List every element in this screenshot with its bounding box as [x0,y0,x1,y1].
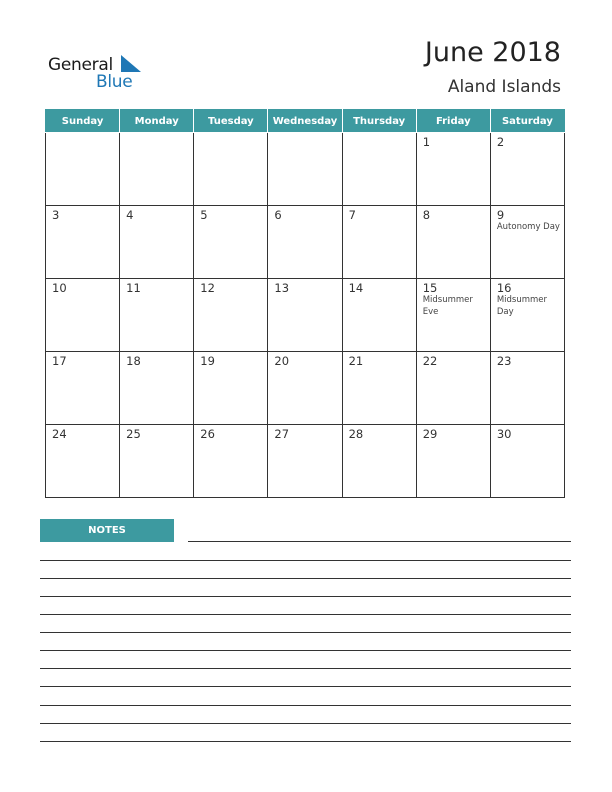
calendar-day-cell [46,133,120,206]
weekday-header: Tuesday [194,110,268,133]
calendar-day-cell [490,279,564,352]
day-number: 1 [422,135,431,149]
logo-text-blue: Blue [96,72,133,92]
calendar-day-cell [416,352,490,425]
logo-text-general: General [48,55,113,75]
page-subtitle: Aland Islands [447,77,561,97]
calendar-day-cell [416,279,490,352]
weekday-header: Saturday [490,110,564,133]
calendar-day-cell [46,425,120,498]
calendar-day-cell [194,352,268,425]
day-number: 26 [200,427,215,441]
notes-line [40,686,571,687]
day-number: 21 [348,354,364,368]
notes-line [188,541,571,542]
notes-line [40,614,571,615]
day-number: 9 [496,208,505,222]
day-number: 15 [422,281,438,295]
day-number: 11 [126,281,141,295]
generalblue-logo [48,52,158,96]
calendar-day-cell [416,425,490,498]
calendar-day-cell [342,352,416,425]
day-number: 18 [126,354,141,368]
calendar-day-cell [268,425,342,498]
calendar-day-cell [490,425,564,498]
calendar-day-cell [342,133,416,206]
day-number: 5 [200,208,208,222]
calendar-day-cell [268,133,342,206]
notes-line [40,741,571,742]
calendar-day-cell [120,352,194,425]
calendar-day-cell [490,206,564,279]
calendar-day-cell [342,206,416,279]
day-number: 28 [348,427,364,441]
day-number: 7 [348,208,356,222]
calendar-day-cell [120,133,194,206]
weekday-header: Monday [120,110,194,133]
day-number: 10 [52,281,67,295]
day-number: 24 [52,427,67,441]
calendar-week-row [46,206,565,279]
calendar-week-row [46,133,565,206]
day-number: 14 [348,281,364,295]
calendar-day-cell [46,352,120,425]
day-number: 22 [422,354,438,368]
calendar-day-cell [194,425,268,498]
calendar-day-cell [46,206,120,279]
calendar-week-row [46,425,565,498]
holiday-label: Midsummer Eve [422,295,473,317]
weekday-header: Thursday [342,110,416,133]
calendar-grid [45,109,565,498]
calendar-day-cell [490,133,564,206]
notes-line [40,578,571,579]
notes-line [40,668,571,669]
day-number: 3 [52,208,60,222]
calendar-day-cell [342,279,416,352]
day-number: 2 [496,135,505,149]
calendar-day-cell [268,352,342,425]
logo-flag-icon [121,55,141,72]
notes-header: NOTES [40,519,174,542]
day-number: 23 [496,354,512,368]
weekday-header-row [46,110,565,133]
day-number: 6 [274,208,282,222]
calendar-day-cell [342,425,416,498]
day-number: 20 [274,354,290,368]
holiday-label: Midsummer Day [496,295,548,317]
calendar-day-cell [194,206,268,279]
calendar-day-cell [416,206,490,279]
calendar-day-cell [194,133,268,206]
weekday-header: Friday [416,110,490,133]
notes-line [40,560,571,561]
calendar-day-cell [416,133,490,206]
calendar-day-cell [268,206,342,279]
day-number: 4 [126,208,134,222]
day-number: 13 [274,281,290,295]
holiday-label: Autonomy Day [496,222,560,232]
notes-line [40,723,571,724]
day-number: 8 [422,208,431,222]
day-number: 30 [496,427,512,441]
day-number: 27 [274,427,290,441]
day-number: 12 [200,281,215,295]
calendar-day-cell [268,279,342,352]
calendar-day-cell [490,352,564,425]
calendar-week-row [46,352,565,425]
calendar-week-row [46,279,565,352]
day-number: 25 [126,427,141,441]
calendar-day-cell [120,279,194,352]
notes-line [40,650,571,651]
calendar-day-cell [194,279,268,352]
day-number: 19 [200,354,215,368]
calendar-day-cell [120,206,194,279]
weekday-header: Sunday [46,110,120,133]
day-number: 16 [496,281,512,295]
notes-line [40,596,571,597]
calendar-day-cell [120,425,194,498]
calendar-day-cell [46,279,120,352]
day-number: 17 [52,354,67,368]
notes-line [40,632,571,633]
page-title: June 2018 [424,37,561,68]
weekday-header: Wednesday [268,110,342,133]
notes-line [40,705,571,706]
day-number: 29 [422,427,438,441]
